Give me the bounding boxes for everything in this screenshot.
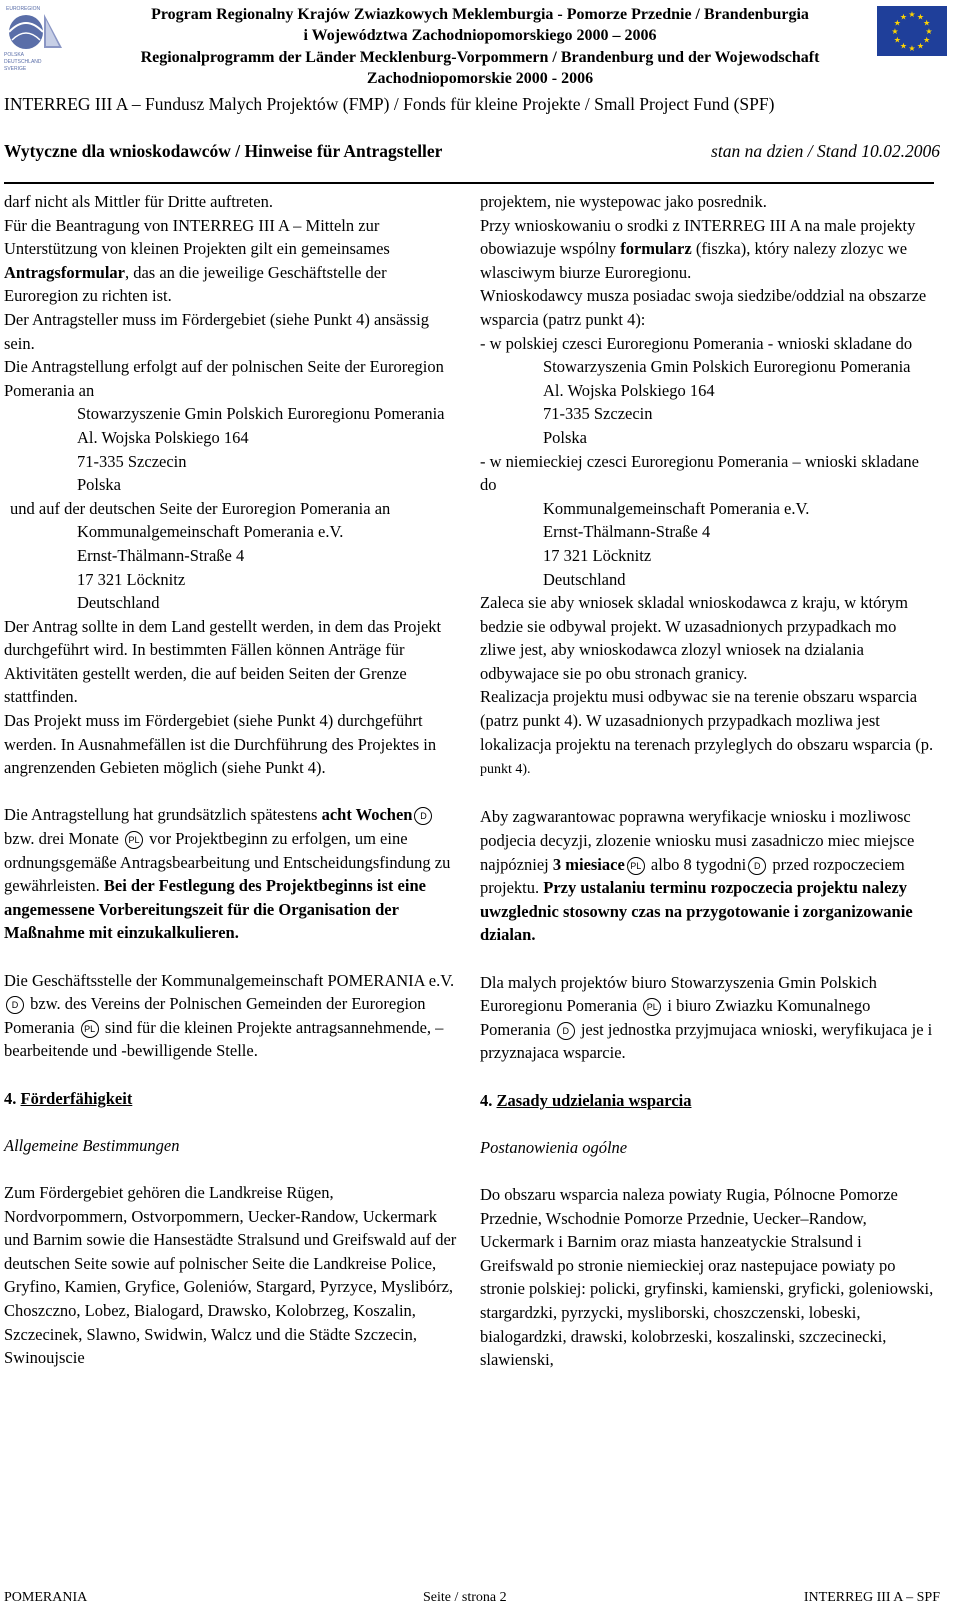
text-bold: acht Wochen [321, 805, 413, 825]
text: bzw. des Vereins der Polnischen Gemeinden der Euroregion Pomerania [4, 994, 426, 1037]
footer-page-number: Seite / strona 2 [423, 1590, 507, 1605]
eu-star-icon: ★ [925, 27, 933, 36]
polish-column [480, 190, 935, 1372]
text-bold: 3 miesiace [552, 854, 625, 874]
text: Die Antragstellung hat grundsätzlich spätestens [4, 805, 322, 825]
header-divider [4, 182, 934, 184]
text: , das an die jeweilige Geschäftstelle der Euroregion zu richten ist. [4, 262, 387, 306]
d-badge-icon: D [748, 857, 766, 875]
eu-star-icon: ★ [908, 10, 916, 19]
page-header [0, 0, 960, 190]
interreg-line: INTERREG III A – Fundusz Malych Projektów (FMP) / Fonds für kleine Projekte / Small Project Fund (SPF) [4, 94, 775, 114]
eu-star-icon: ★ [908, 44, 916, 53]
footer-left: POMERANIA [4, 1590, 88, 1605]
text-bold: Bei der Festlegung des Projektbeginns ist eine angemessene Vorbereitungszeit für die Organisation der Maßnahme mit einzukalkulieren. [4, 876, 426, 943]
text: Dla malych projektów biuro Stowarzyszenia Gmin Polskich Euroregionu Pomerania [480, 972, 877, 1016]
paragraph: projektem, nie wystepowac jako posrednik. [480, 192, 767, 211]
text: albo 8 tygodni [646, 854, 747, 874]
address-line: Kommunalgemeinschaft Pomerania e.V. [543, 498, 810, 518]
program-title-line-3: Regionalprogramm der Länder Mecklenburg-Vorpommern / Brandenburg und der Wojewodschaft [140, 49, 820, 66]
paragraph [4, 214, 459, 308]
address-line: Polska [543, 427, 588, 447]
pl-badge-icon: PL [643, 998, 661, 1016]
svg-text:EUROREGION: EUROREGION [6, 6, 41, 12]
eu-star-icon: ★ [899, 12, 908, 22]
eu-star-icon: ★ [923, 18, 931, 28]
german-column [4, 190, 459, 1370]
paragraph [480, 971, 935, 1065]
footer-right: INTERREG III A – SPF [803, 1590, 940, 1605]
paragraph: Der Antrag sollte in dem Land gestellt werden, in dem das Projekt durchgeführt wird. In bestimmten Fällen können Anträge für Aktivitäten gestellt werden, die auf beiden Seiten der Grenze stattfinden. [4, 616, 442, 707]
address-line: Stowarzyszenie Gmin Polskich Euroregionu Pomerania [77, 404, 445, 424]
text: i biuro Zwiazku Komunalnego Pomerania [480, 996, 871, 1039]
address-line: Polska [77, 475, 122, 495]
paragraph: darf nicht als Mittler für Dritte auftreten. [4, 192, 273, 211]
section-title: Förderfähigkeit [20, 1088, 133, 1108]
program-title-line-4: Zachodniopomorskie 2000 - 2006 [366, 70, 594, 87]
pl-badge-icon: PL [125, 831, 143, 849]
paragraph: Wnioskodawcy musza posiadac swoja siedzibe/oddzial na obszarze wsparcia (patrz punkt 4): [480, 286, 927, 329]
text: Für die Beantragung von INTERREG III A – Mitteln zur Unterstützung von kleinen Projekten gilt ein gemeinsames [4, 215, 390, 259]
paragraph: Do obszaru wsparcia naleza powiaty Rugia, Pólnocne Pomorze Przednie, Wschodnie Pomorze Przednie, Uecker–Randow, Uckermark i Barnim oraz miasta hanzeatyckie Stralsund i Greifswald po stronie niemieckiej oraz nastepujace powiaty po stronie polskiej: policki, gryfinski, kamienski, gryficki, goleniowski, stargardzki, pyrzycki, mysliborski, choszczenski, lobeski, bialogardzki, drawski, kolobrzeski, koszalinski, szczecinecki, slawienski, [480, 1184, 934, 1370]
eu-star-icon: ★ [923, 35, 931, 45]
address-line: Deutschland [543, 569, 626, 589]
section-heading [4, 1087, 459, 1111]
subheading: Allgemeine Bestimmungen [4, 1135, 180, 1155]
d-badge-icon: D [6, 996, 24, 1014]
address-line: 17 321 Löcknitz [77, 569, 186, 589]
address-line: 71-335 Szczecin [543, 404, 653, 424]
paragraph: - w niemieckiej czesci Euroregionu Pomerania – wnioski skladane do [480, 451, 919, 495]
d-badge-icon: D [557, 1022, 575, 1040]
eu-star-icon: ★ [916, 41, 925, 51]
paragraph: Der Antragsteller muss im Fördergebiet (siehe Punkt 4) ansässig sein. [4, 309, 429, 353]
eu-star-icon: ★ [916, 12, 925, 22]
text: (fiszka), który nalezy zlozyc we wlasciwym biurze Euroregionu. [480, 239, 908, 282]
address-line: Ernst-Thälmann-Straße 4 [543, 522, 711, 542]
address-line: 71-335 Szczecin [77, 451, 187, 471]
paragraph: Das Projekt muss im Fördergebiet (siehe Punkt 4) durchgeführt werden. In Ausnahmefällen ist die Durchführung des Projektes in angrenzenden Gebieten möglich (siehe Punkt 4). [4, 711, 437, 778]
text: jest jednostka przyjmujaca wnioski, weryfikujaca je i przyznajaca wsparcie. [480, 1019, 933, 1063]
eu-star-icon: ★ [893, 18, 901, 28]
stand-date: stan na dzien / Stand 10.02.2006 [711, 141, 940, 161]
paragraph: und auf der deutschen Seite der Euroregion Pomerania an [10, 498, 391, 518]
program-title-line-2: i Województwa Zachodniopomorskiego 2000 – 2006 [303, 27, 657, 44]
text: przed rozpoczeciem projektu. [480, 854, 905, 898]
paragraph: - w polskiej czesci Euroregionu Pomerania - wnioski skladane do [480, 333, 913, 353]
pl-badge-icon: PL [81, 1020, 99, 1038]
address-line: Kommunalgemeinschaft Pomerania e.V. [77, 522, 344, 542]
text: bzw. drei Monate [4, 829, 123, 849]
d-badge-icon: D [414, 807, 432, 825]
address-line: Al. Wojska Polskiego 164 [77, 427, 249, 447]
paragraph [4, 969, 459, 1063]
address-line: Al. Wojska Polskiego 164 [543, 380, 715, 400]
paragraph [4, 803, 459, 945]
eu-star-icon: ★ [891, 27, 899, 36]
text: sind für die kleinen Projekte antragsannehmende, – bearbeitende und -bewilligende Stelle. [4, 1017, 444, 1061]
text-bold: Antragsformular [4, 262, 125, 282]
address-line: Deutschland [77, 593, 160, 613]
text: Przy wnioskowaniu o srodki z INTERREG III A na male projekty obowiazuje wspólny [480, 215, 916, 259]
section-number: 4. [4, 1088, 21, 1108]
eu-star-icon: ★ [893, 35, 901, 45]
program-title-line-1: Program Regionalny Krajów Zwiazkowych Meklemburgia - Pomorze Przednie / Brandenburgia [151, 6, 809, 23]
address-line: 17 321 Löcknitz [543, 545, 652, 565]
paragraph [480, 805, 935, 947]
subheading: Postanowienia ogólne [480, 1137, 628, 1157]
text: vor Projektbeginn zu erfolgen, um eine ordnungsgemäße Antragsbearbeitung und Entscheidungsfindung zu gewährleisten. [4, 829, 451, 896]
paragraph: Zum Fördergebiet gehören die Landkreise Rügen, Nordvorpommern, Ostvorpommern, Uecker-Randow, Uckermark und Barnim sowie die Hansestädte Stralsund und Greifswald auf der deutschen Seite sowie auf polnischer Seite die Landkreise Police, Gryfino, Kamien, Gryfice, Goleniów, Stargard, Pyrzyce, Myslibórz, Choszczno, Lobez, Bialogard, Drawsko, Kolobrzeg, Koszalin, Szczecinek, Slawno, Swidwin, Walcz und die Städte Szczecin, Swinoujscie [4, 1182, 457, 1368]
address-line: Ernst-Thälmann-Straße 4 [77, 545, 245, 565]
section-title: Zasady udzielania wsparcia [496, 1090, 692, 1110]
paragraph [480, 214, 935, 285]
section-heading [480, 1089, 935, 1113]
paragraph [480, 685, 935, 781]
logo-text: POLSKA DEUTSCHLAND SVERIGE [4, 52, 42, 72]
text: Aby zagwarantowac poprawna weryfikacje wniosku i mozliwosc podjecia decyzji, zlozenie wniosku musi zasadniczo miec miejsce najpózniej [480, 807, 915, 874]
text-bold: formularz [620, 239, 692, 259]
guidelines-title: Wytyczne dla wnioskodawców / Hinweise für Antragsteller [4, 141, 443, 161]
euroregion-pomerania-logo [4, 2, 76, 82]
eu-star-icon: ★ [899, 41, 908, 51]
text-bold: Przy ustalaniu terminu rozpoczecia projektu nalezy uwzglednic stosowny czas na przygotowanie i zorganizowanie dzialan. [480, 878, 913, 945]
address-line: Stowarzyszenia Gmin Polskich Euroregionu Pomerania [543, 357, 911, 377]
paragraph: Zaleca sie aby wniosek skladal wnioskodawca z kraju, w którym bedzie sie odbywal projekt. W uzasadnionych przypadkach mo zliwe jest, aby wnioskodawca zlozyl wniosek na dzialania odbywajace sie po obu stronach granicy. [480, 593, 908, 683]
eu-flag-icon [877, 6, 947, 56]
text: Realizacja projektu musi odbywac sie na terenie obszaru wsparcia (patrz punkt 4). W uzasadnionych przypadkach mozliwa jest lokalizacja projektu na terenach przyleglych do obszaru wsparcia (p. [480, 687, 934, 754]
paragraph: Die Antragstellung erfolgt auf der polnischen Seite der Euroregion Pomerania an [4, 357, 444, 400]
text-small: punkt 4). [480, 762, 531, 778]
section-number: 4. [480, 1090, 497, 1110]
text: Die Geschäftsstelle der Kommunalgemeinschaft POMERANIA e.V. [4, 970, 455, 990]
pl-badge-icon: PL [627, 857, 645, 875]
